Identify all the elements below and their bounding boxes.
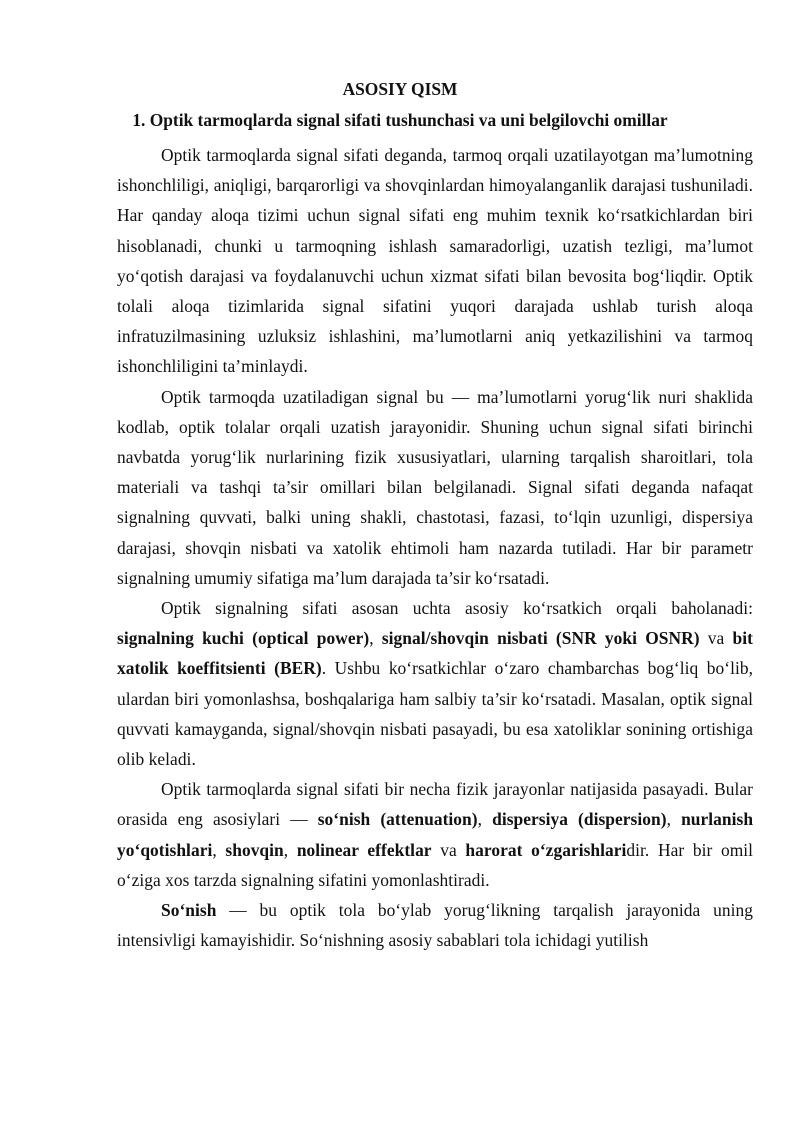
paragraph-text: Optik tarmoqda uzatiladigan signal bu — ma’lumotlarni yorug‘lik nuri shaklida kodlab, optik tolalar orqali uzatish jarayonidir. Shuning uchun signal sifati birinchi navbatda yorug‘lik nurlarining fizik xususiyatlari, ularning tarqalish sharoitlari, tola materiali va tashqi ta’sir omillari bilan belgilanadi. Signal sifati deganda nafaqat signalning quvvati, balki uning shakli, chastotasi, fazasi, to‘lqin uzunligi, dispersiya darajasi, shovqin nisbati va xatolik ehtimoli ham nazarda tutiladi. Har bir parametr signalning umumiy sifatiga ma’lum darajada ta’sir ko‘rsatadi. [117,386,753,588]
bold-term: nolinear effektlar [296,839,432,860]
bold-term: harorat o‘zgarishlari [465,839,627,860]
paragraph [117,774,753,895]
paragraph [117,593,753,774]
bold-term: dispersiya (dispersion) [492,809,667,830]
paragraph-text: va [699,628,733,649]
paragraph-text: Optik tarmoqlarda signal sifati bir necha fizik jarayonlar natijasida pasayadi. Bular orasida eng asosiylari — [117,779,753,830]
paragraph-text: , [666,809,682,830]
paragraph [117,895,753,955]
paragraph-text: . Ushbu ko‘rsatkichlar o‘zaro chambarchas bog‘liq bo‘lib, ulardan biri yomonlashsa, boshqalariga ham salbiy ta’sir ko‘rsatadi. Masalan, optik signal quvvati kamayganda, signal/shovqin nisbati pasayadi, bu esa xatoliklar sonining ortishiga olib keladi. [117,658,753,770]
bold-term: so‘nish (attenuation) [317,809,478,830]
section-heading: 1. Optik tarmoqlarda signal sifati tushunchasi va uni belgilovchi omillar [132,110,668,130]
bold-term: signalning kuchi (optical power) [117,628,370,649]
page-title: ASOSIY QISM [342,79,458,99]
bold-term: nurlanish yo‘qotishlari [117,809,754,860]
paragraph-text: Optik signalning sifati asosan uchta asosiy ko‘rsatkich orqali baholanadi: [161,598,753,619]
paragraph-text: Optik tarmoqlarda signal sifati deganda, tarmoq orqali uzatilayotgan ma’lumotning ishonchliligi, aniqligi, barqarorligi va shovqinlardan himoyalanganlik darajasi tushuniladi. Har qanday aloqa tizimi uchun signal sifati eng muhim texnik ko‘rsatkichlardan biri hisoblanadi, chunki u tarmoqning ishlash samaradorligi, uzatish tezligi, ma’lumot yo‘qotish darajasi va foydalanuvchi uchun xizmat sifati bilan bevosita bog‘liqdir. Optik tolali aloqa tizimlarida signal sifatini yuqori darajada ushlab turish aloqa infratuzilmasining uzluksiz ishlashini, ma’lumotlarni aniq yetkazilishini va tarmoq ishonchliligini ta’minlaydi. [117,145,753,377]
body-text [117,140,753,955]
paragraph-text: va [431,839,466,860]
bold-term: signal/shovqin nisbati (SNR yoki OSNR) [381,628,700,649]
bold-term: shovqin [225,839,284,860]
paragraph [117,140,753,382]
paragraph-text: , [369,628,382,649]
paragraph [117,382,753,593]
paragraph-text: , [477,809,493,830]
paragraph-text: , [283,839,297,860]
paragraph-text: — bu optik tola bo‘ylab yorug‘likning tarqalish jarayonida uning intensivligi kamayishidir. So‘nishning asosiy sabablari tola ichidagi yutilish [117,900,753,951]
bold-term: bit xatolik koeffitsienti (BER) [117,628,753,679]
bold-term: So‘nish [161,900,217,921]
paragraph-text: dir. Har bir omil o‘ziga xos tarzda signalning sifatini yomonlashtiradi. [117,839,754,890]
paragraph-text: , [212,839,226,860]
